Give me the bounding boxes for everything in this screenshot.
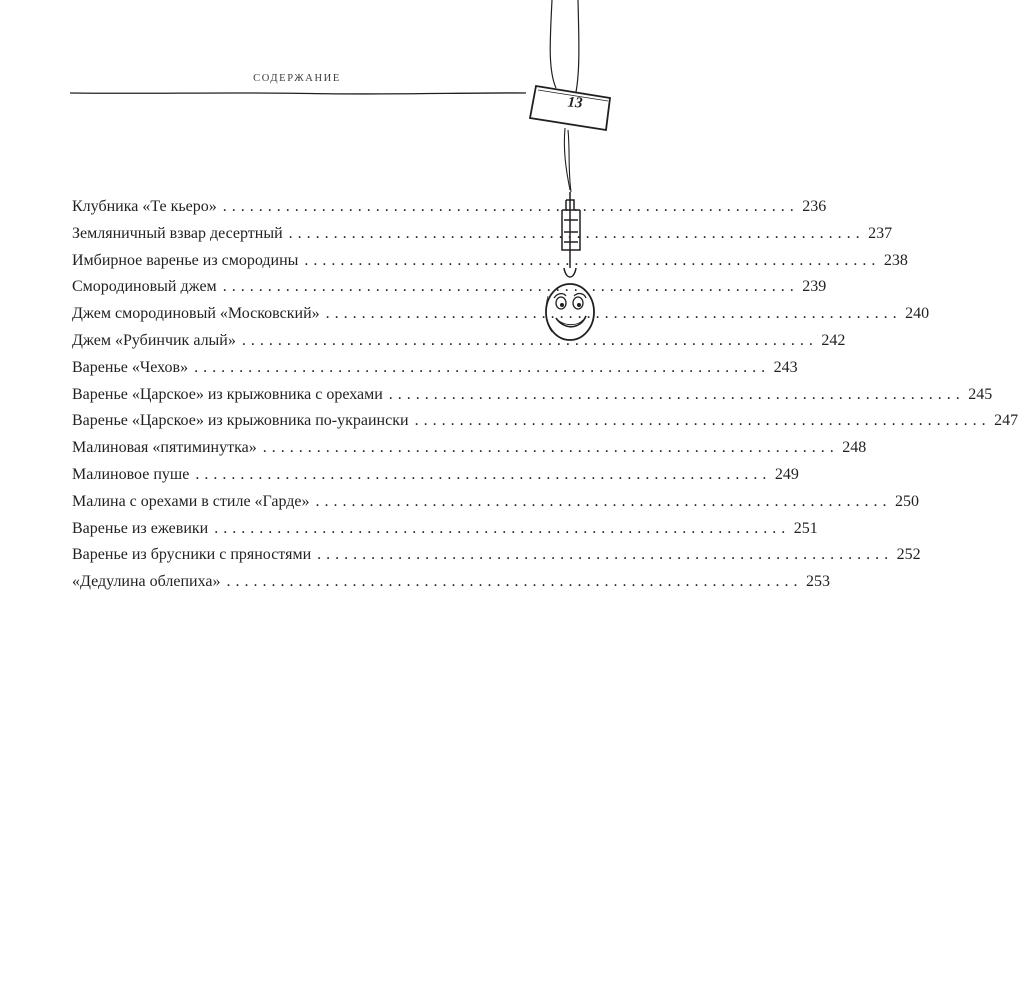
toc-entry-page: 242	[821, 331, 846, 349]
toc-entry-title: Варенье «Царское» из крыжовника по-украински	[72, 412, 409, 430]
toc-entry-page: 238	[883, 251, 908, 269]
toc-entry-title: Джем «Рубинчик алый»	[72, 331, 236, 349]
toc-dot-leader	[304, 248, 876, 275]
toc-dot-leader	[289, 221, 861, 248]
toc-entry-title: Варенье из ежевики	[72, 519, 209, 537]
toc-entry-title: Имбирное варенье из смородины	[72, 251, 299, 269]
toc-dot-leader	[223, 274, 795, 301]
toc-entry-title: Малиновая «пятиминутка»	[72, 439, 257, 457]
toc-entry[interactable]	[72, 489, 920, 516]
toc-entry-page: 253	[806, 573, 830, 591]
toc-dot-leader	[389, 382, 961, 409]
toc-entry-title: Малина с орехами в стиле «Гарде»	[72, 492, 310, 510]
toc-dot-leader	[316, 489, 888, 516]
toc-entry-page: 251	[793, 519, 818, 537]
toc-entry-title: Клубника «Те кьеро»	[72, 198, 217, 215]
toc-entry-title: Малиновое пуше	[72, 465, 190, 483]
toc-dot-leader	[263, 435, 835, 462]
toc-entry-title: «Дедулина облепиха»	[72, 573, 221, 591]
toc-entry-title: Земляничный взвар десертный	[72, 224, 283, 242]
toc-entry[interactable]	[72, 194, 827, 221]
toc-dot-leader	[214, 516, 786, 543]
toc-entry-page: 248	[842, 439, 867, 457]
toc-entry[interactable]	[72, 221, 893, 248]
toc-entry-title: Варенье «Царское» из крыжовника с орехами	[72, 385, 383, 403]
toc-entry-page: 243	[773, 358, 798, 376]
toc-entry[interactable]	[72, 248, 908, 275]
toc-entry[interactable]	[72, 408, 1018, 435]
header-rule	[70, 89, 526, 97]
toc-entry-page: 237	[868, 224, 893, 242]
toc-dot-leader	[415, 408, 987, 435]
toc-entry-title: Варенье «Чехов»	[72, 358, 189, 376]
toc-entry[interactable]	[72, 382, 993, 409]
running-head: СОДЕРЖАНИЕ	[253, 73, 341, 84]
toc-entry-page: 236	[802, 198, 827, 215]
toc-entry-title: Варенье из брусники с пряностями	[72, 546, 312, 564]
toc-entry-title: Джем смородиновый «Московский»	[72, 305, 320, 323]
toc-entry-page: 252	[896, 546, 921, 564]
toc-dot-leader	[194, 355, 766, 382]
toc-entry-title: Смородиновый джем	[72, 278, 217, 296]
toc-entry[interactable]	[72, 355, 798, 382]
toc-entry-page: 245	[968, 385, 993, 403]
toc-entry[interactable]	[72, 435, 867, 462]
toc-entry[interactable]	[72, 462, 799, 489]
toc-entry-page: 240	[905, 305, 930, 323]
toc-entry[interactable]	[72, 328, 846, 355]
toc-dot-leader	[317, 542, 889, 569]
toc-entry[interactable]	[72, 274, 827, 301]
toc-entry[interactable]	[72, 301, 930, 328]
toc-entry[interactable]	[72, 542, 921, 569]
toc-dot-leader	[242, 328, 814, 355]
page-number: 13	[566, 94, 584, 112]
toc-dot-leader	[223, 194, 795, 221]
toc-dot-leader	[326, 301, 898, 328]
table-of-contents	[72, 194, 1018, 596]
toc-entry-page: 239	[802, 278, 827, 296]
toc-entry[interactable]	[72, 516, 818, 543]
toc-entry-page: 250	[895, 492, 920, 510]
toc-dot-leader	[227, 569, 799, 596]
toc-dot-leader	[195, 462, 767, 489]
toc-entry-page: 247	[994, 412, 1018, 430]
toc-entry-page: 249	[774, 465, 799, 483]
toc-entry[interactable]	[72, 569, 830, 596]
